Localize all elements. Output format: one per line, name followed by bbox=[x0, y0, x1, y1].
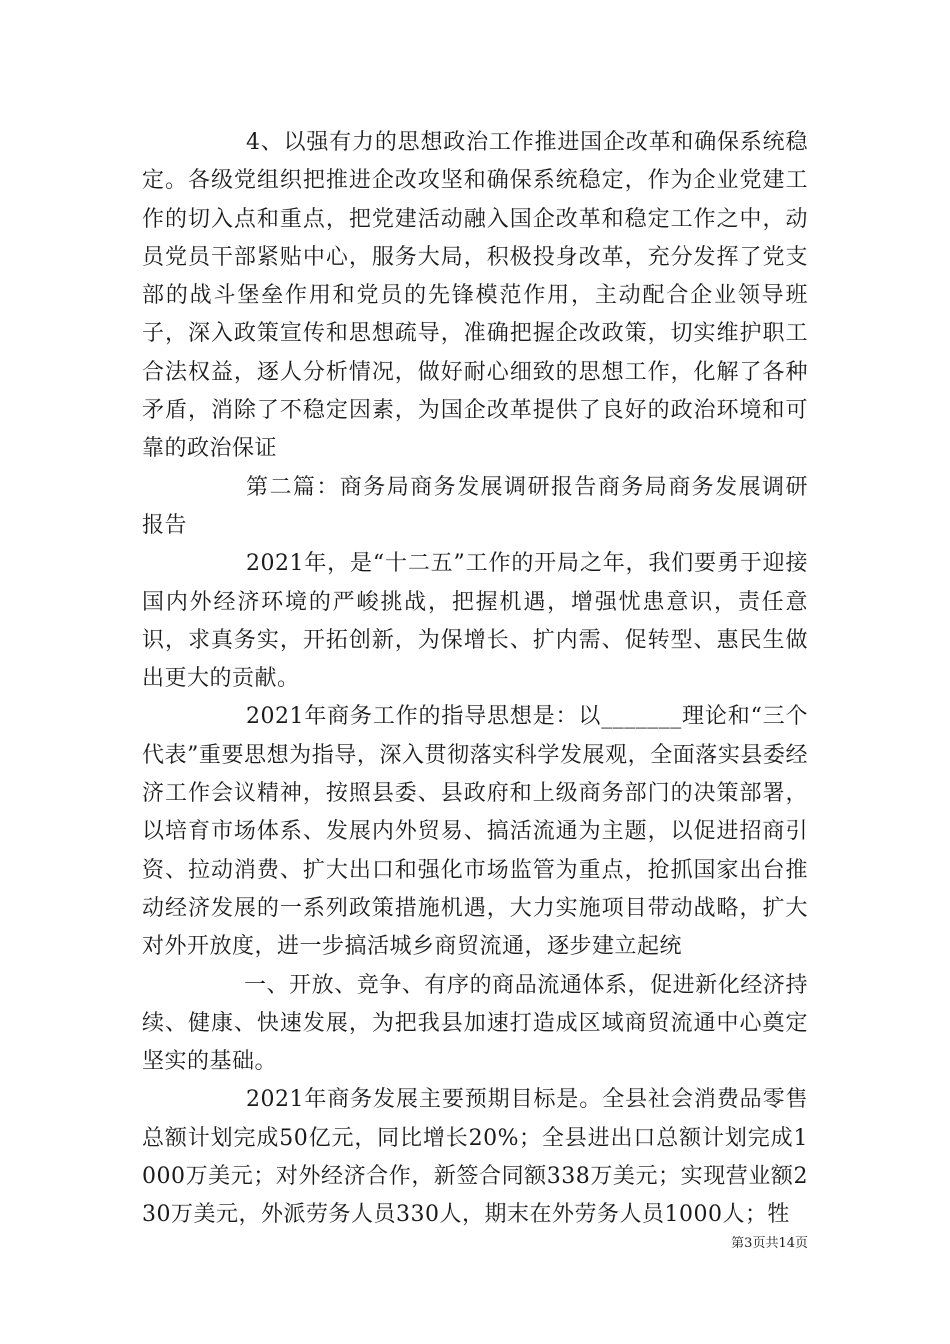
paragraph-expected-targets: 2021年商务发展主要预期目标是。全县社会消费品零售总额计划完成50亿元，同比增长20%；全县进出口总额计划完成1000万美元；对外经济合作，新签合同额338万美元；实现营业额230万美元，外派劳务人员330人，期末在外劳务人员1000人；牲 bbox=[142, 1087, 808, 1228]
paragraph-circulation-system: 一、开放、竞争、有序的商品流通体系，促进新化经济持续、健康、快速发展，为把我县加速打造成区域商贸流通中心奠定坚实的基础。 bbox=[142, 972, 808, 1075]
section-title-part-two: 第二篇：商务局商务发展调研报告商务局商务发展调研报告 bbox=[142, 474, 808, 538]
paragraph-reform-stability: 4、以强有力的思想政治工作推进国企改革和确保系统稳定。各级党组织把推进企改攻坚和确保系统稳定，作为企业党建工作的切入点和重点，把党建活动融入国企改革和稳定工作之中，动员党员干部紧贴中心，服务大局，积极投身改革，充分发挥了党支部的战斗堡垒作用和党员的先锋模范作用，主动配合企业领导班子，深入政策宣传和思想疏导，准确把握企改政策，切实维护职工合法权益，逐人分析情况，做好耐心细致的思想工作，化解了各种矛盾，消除了不稳定因素，为国企改革提供了良好的政治环境和可靠的政治保证 bbox=[142, 130, 808, 462]
document-body bbox=[142, 124, 808, 1235]
paragraph-guiding-ideology: 2021年商务工作的指导思想是：以_______理论和“三个代表”重要思想为指导，深入贯彻落实科学发展观，全面落实县委经济工作会议精神，按照县委、县政府和上级商务部门的决策部署，以培育市场体系、发展内外贸易、搞活流通为主题，以促进招商引资、拉动消费、扩大出口和强化市场监管为重点，抢抓国家出台推动经济发展的一系列政策措施机遇，大力实施项目带动战略，扩大对外开放度，进一步搞活城乡商贸流通，逐步建立起统 bbox=[142, 704, 808, 960]
paragraph-2021-opening: 2021年，是“十二五”工作的开局之年，我们要勇于迎接国内外经济环境的严峻挑战，把握机遇，增强忧患意识，责任意识，求真务实，开拓创新，为保增长、扩内需、促转型、惠民生做出更大的贡献。 bbox=[142, 551, 808, 692]
page-number-footer: 第3页共14页 bbox=[731, 1236, 808, 1251]
